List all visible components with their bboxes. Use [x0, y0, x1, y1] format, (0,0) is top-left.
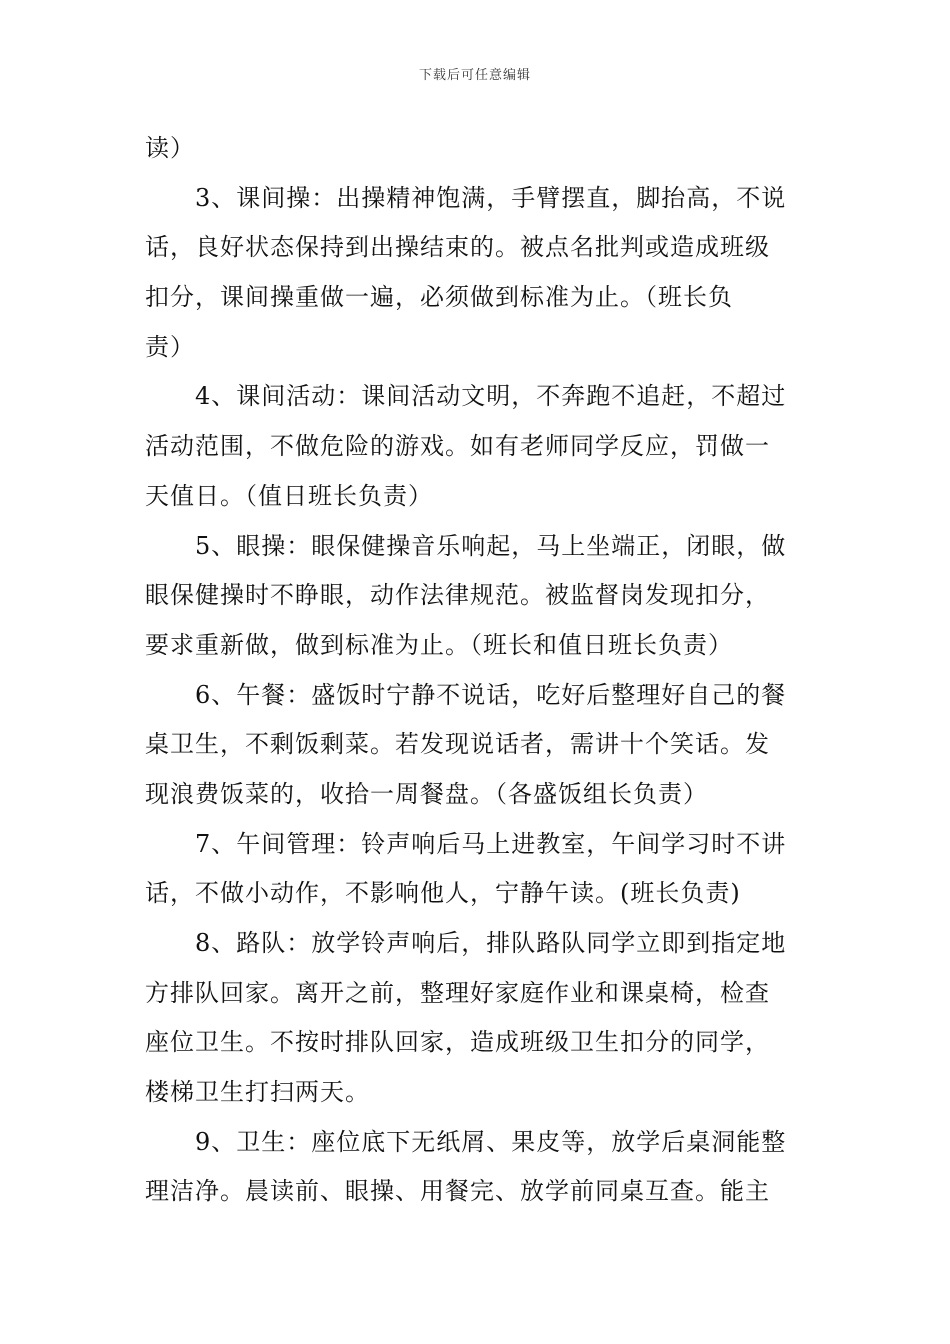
document-body — [145, 124, 810, 1217]
text-line: 座位卫生。不按时排队回家，造成班级卫生扣分的同学， — [145, 1028, 770, 1057]
text-line: 要求重新做，做到标准为止。（班长和值日班长负责） — [145, 630, 733, 659]
paragraph-start-line: 6、午餐：盛饭时宁静不说话，吃好后整理好自己的餐 — [195, 680, 787, 709]
text-line: 桌卫生，不剩饭剩菜。若发现说话者，需讲十个笑话。发 — [145, 730, 770, 759]
text-line: 话，良好状态保持到出操结束的。被点名批判或造成班级 — [145, 233, 770, 262]
text-line: 方排队回家。离开之前，整理好家庭作业和课桌椅，检查 — [145, 978, 770, 1007]
text-line: 楼梯卫生打扫两天。 — [145, 1078, 370, 1107]
text-line: 眼保健操时不睁眼，动作法律规范。被监督岗发现扣分， — [145, 581, 770, 610]
text-line: 扣分，课间操重做一遍，必须做到标准为止。（班长负 — [145, 283, 733, 312]
paragraph-start-line: 4、课间活动：课间活动文明，不奔跑不追赶，不超过 — [195, 382, 787, 411]
text-line: 理洁净。晨读前、眼操、用餐完、放学前同桌互查。能主 — [145, 1177, 770, 1206]
text-line: 天值日。（值日班长负责） — [145, 481, 433, 510]
text-line: 责） — [145, 332, 195, 361]
paragraph-start-line: 5、眼操：眼保健操音乐响起，马上坐端正，闭眼，做 — [195, 531, 787, 560]
text-line: 活动范围，不做危险的游戏。如有老师同学反应，罚做一 — [145, 432, 770, 461]
paragraph-start-line: 9、卫生：座位底下无纸屑、果皮等，放学后桌洞能整 — [195, 1127, 787, 1156]
paragraph-start-line: 7、午间管理：铃声响后马上进教室，午间学习时不讲 — [195, 829, 787, 858]
text-line: 话，不做小动作，不影响他人，宁静午读。(班长负责) — [145, 879, 741, 908]
text-line: 现浪费饭菜的，收拾一周餐盘。（各盛饭组长负责） — [145, 779, 708, 808]
paragraph-start-line: 3、课间操：出操精神饱满，手臂摆直，脚抬高，不说 — [195, 183, 787, 212]
paragraph-start-line: 8、路队：放学铃声响后，排队路队同学立即到指定地 — [195, 929, 787, 957]
page-header: 下载后可任意编辑 — [418, 68, 531, 83]
text-line: 读） — [145, 134, 195, 162]
